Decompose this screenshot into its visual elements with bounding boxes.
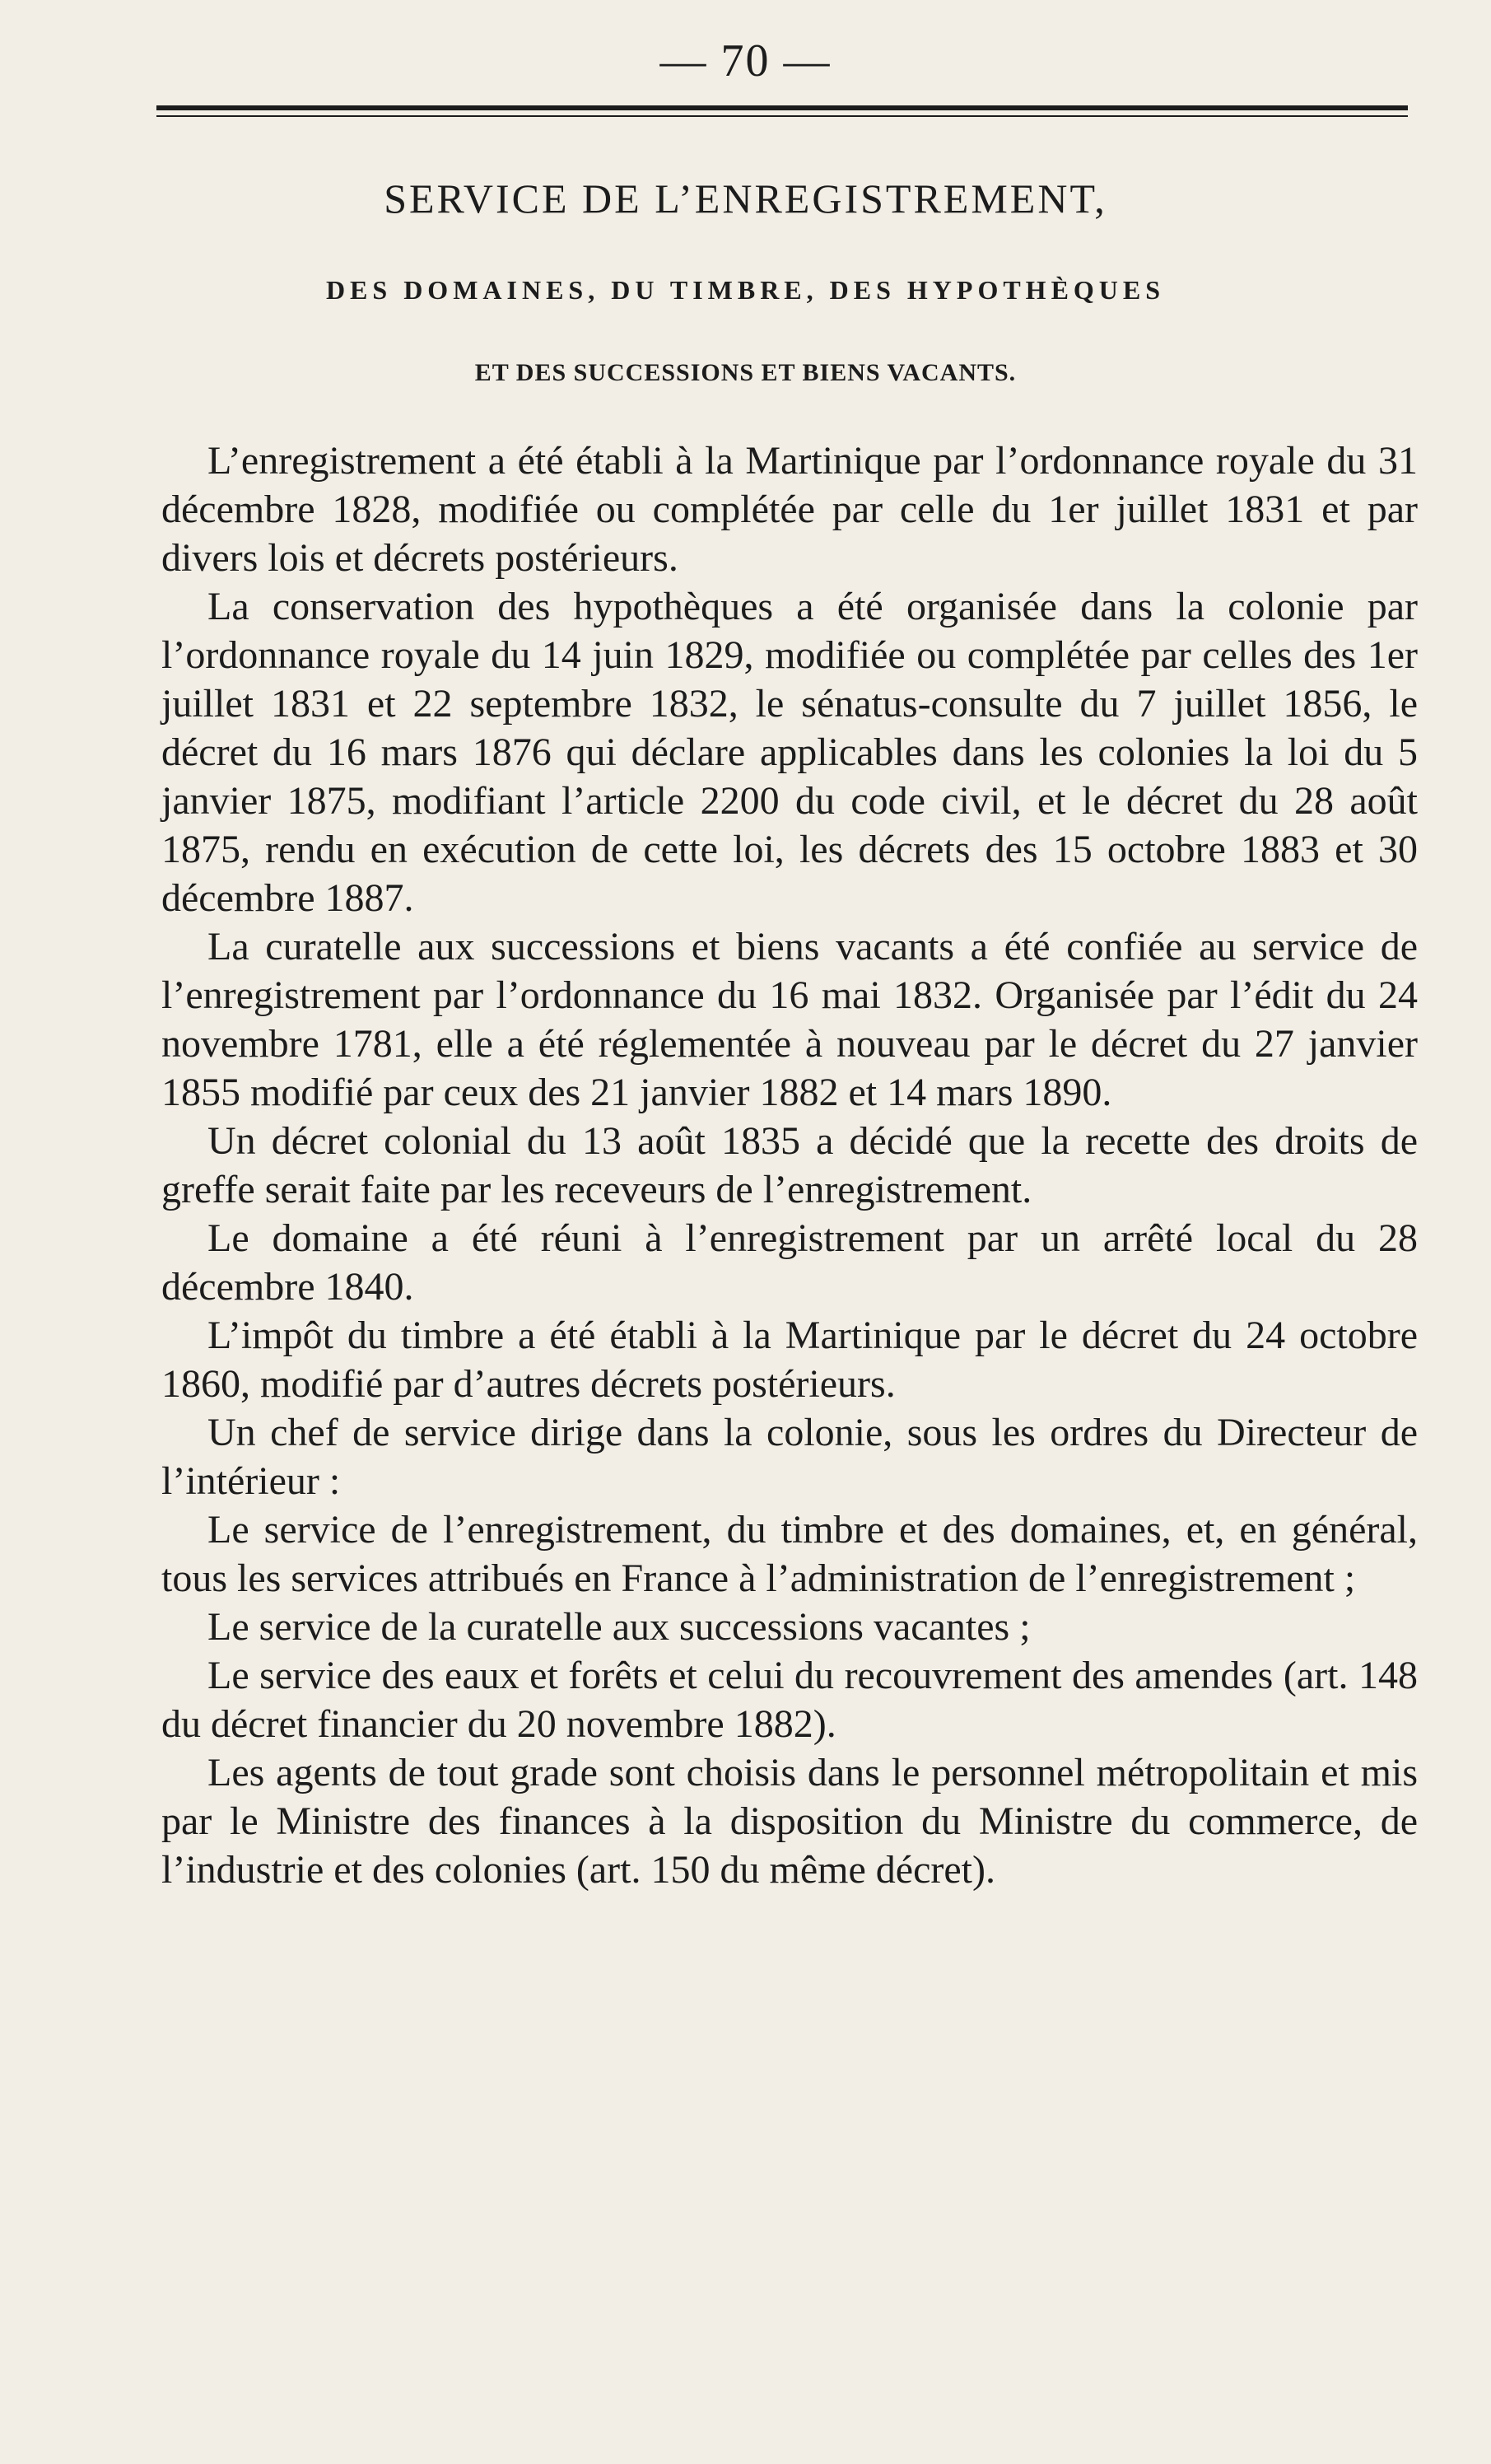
paragraph: La conservation des hypothèques a été organisée dans la colonie par l’ordonnance royale du 14 juin 1829, modifiée ou complétée par celles des 1er juillet 1831 et 22 septembre 1832, le sénatus-consulte du 7 juillet 1856, le décret du 16 mars 1876 qui déclare applicables dans les colonies la loi du 5 janvier 1875, modifiant l’article 2200 du code civil, et le décret du 28 août 1875, rendu en exécution de cette loi, les décrets des 15 octobre 1883 et 30 décembre 1887.	[161, 585, 1418, 920]
paragraph: Un décret colonial du 13 août 1835 a décidé que la recette des droits de greffe serait faite par les receveurs de l’enregistrement.	[161, 1119, 1418, 1211]
paragraph: L’enregistrement a été établi à la Martinique par l’ordonnance royale du 31 décembre 1828, modifiée ou complétée par celle du 1er juillet 1831 et par divers lois et décrets postérieurs.	[161, 439, 1418, 580]
paragraph: Le domaine a été réuni à l’enregistrement par un arrêté local du 28 décembre 1840.	[161, 1216, 1418, 1309]
paragraph: Le service de la curatelle aux successions vacantes ;	[207, 1605, 1031, 1649]
section-subtitle: DES DOMAINES, DU TIMBRE, DES HYPOTHÈQUES	[325, 275, 1166, 305]
body-text	[161, 436, 1418, 1894]
paragraph: Les agents de tout grade sont choisis dans le personnel métropolitain et mis par le Ministre des finances à la disposition du Ministre du commerce, de l’industrie et des colonies (art. 150 du même décret).	[161, 1751, 1418, 1892]
page-number: — 70 —	[659, 35, 832, 86]
paragraph: Le service des eaux et forêts et celui du recouvrement des amendes (art. 148 du décret financier du 20 novembre 1882).	[161, 1654, 1418, 1746]
section-title: SERVICE DE L’ENREGISTREMENT,	[384, 175, 1107, 222]
paragraph: L’impôt du timbre a été établi à la Martinique par le décret du 24 octobre 1860, modifié par d’autres décrets postérieurs.	[161, 1314, 1418, 1406]
section-subtitle-2: ET DES SUCCESSIONS ET BIENS VACANTS.	[474, 359, 1017, 386]
paragraph: Un chef de service dirige dans la colonie, sous les ordres du Directeur de l’intérieur :	[161, 1411, 1418, 1503]
paragraph: Le service de l’enregistrement, du timbre et des domaines, et, en général, tous les services attribués en France à l’administration de l’enregistrement ;	[161, 1508, 1418, 1600]
paragraph: La curatelle aux successions et biens vacants a été confiée au service de l’enregistrement par l’ordonnance du 16 mai 1832. Organisée par l’édit du 24 novembre 1781, elle a été réglementée à nouveau par le décret du 27 janvier 1855 modifié par ceux des 21 janvier 1882 et 14 mars 1890.	[161, 925, 1418, 1114]
header-rule-thick	[156, 105, 1408, 110]
header-rule-thin	[156, 115, 1408, 117]
